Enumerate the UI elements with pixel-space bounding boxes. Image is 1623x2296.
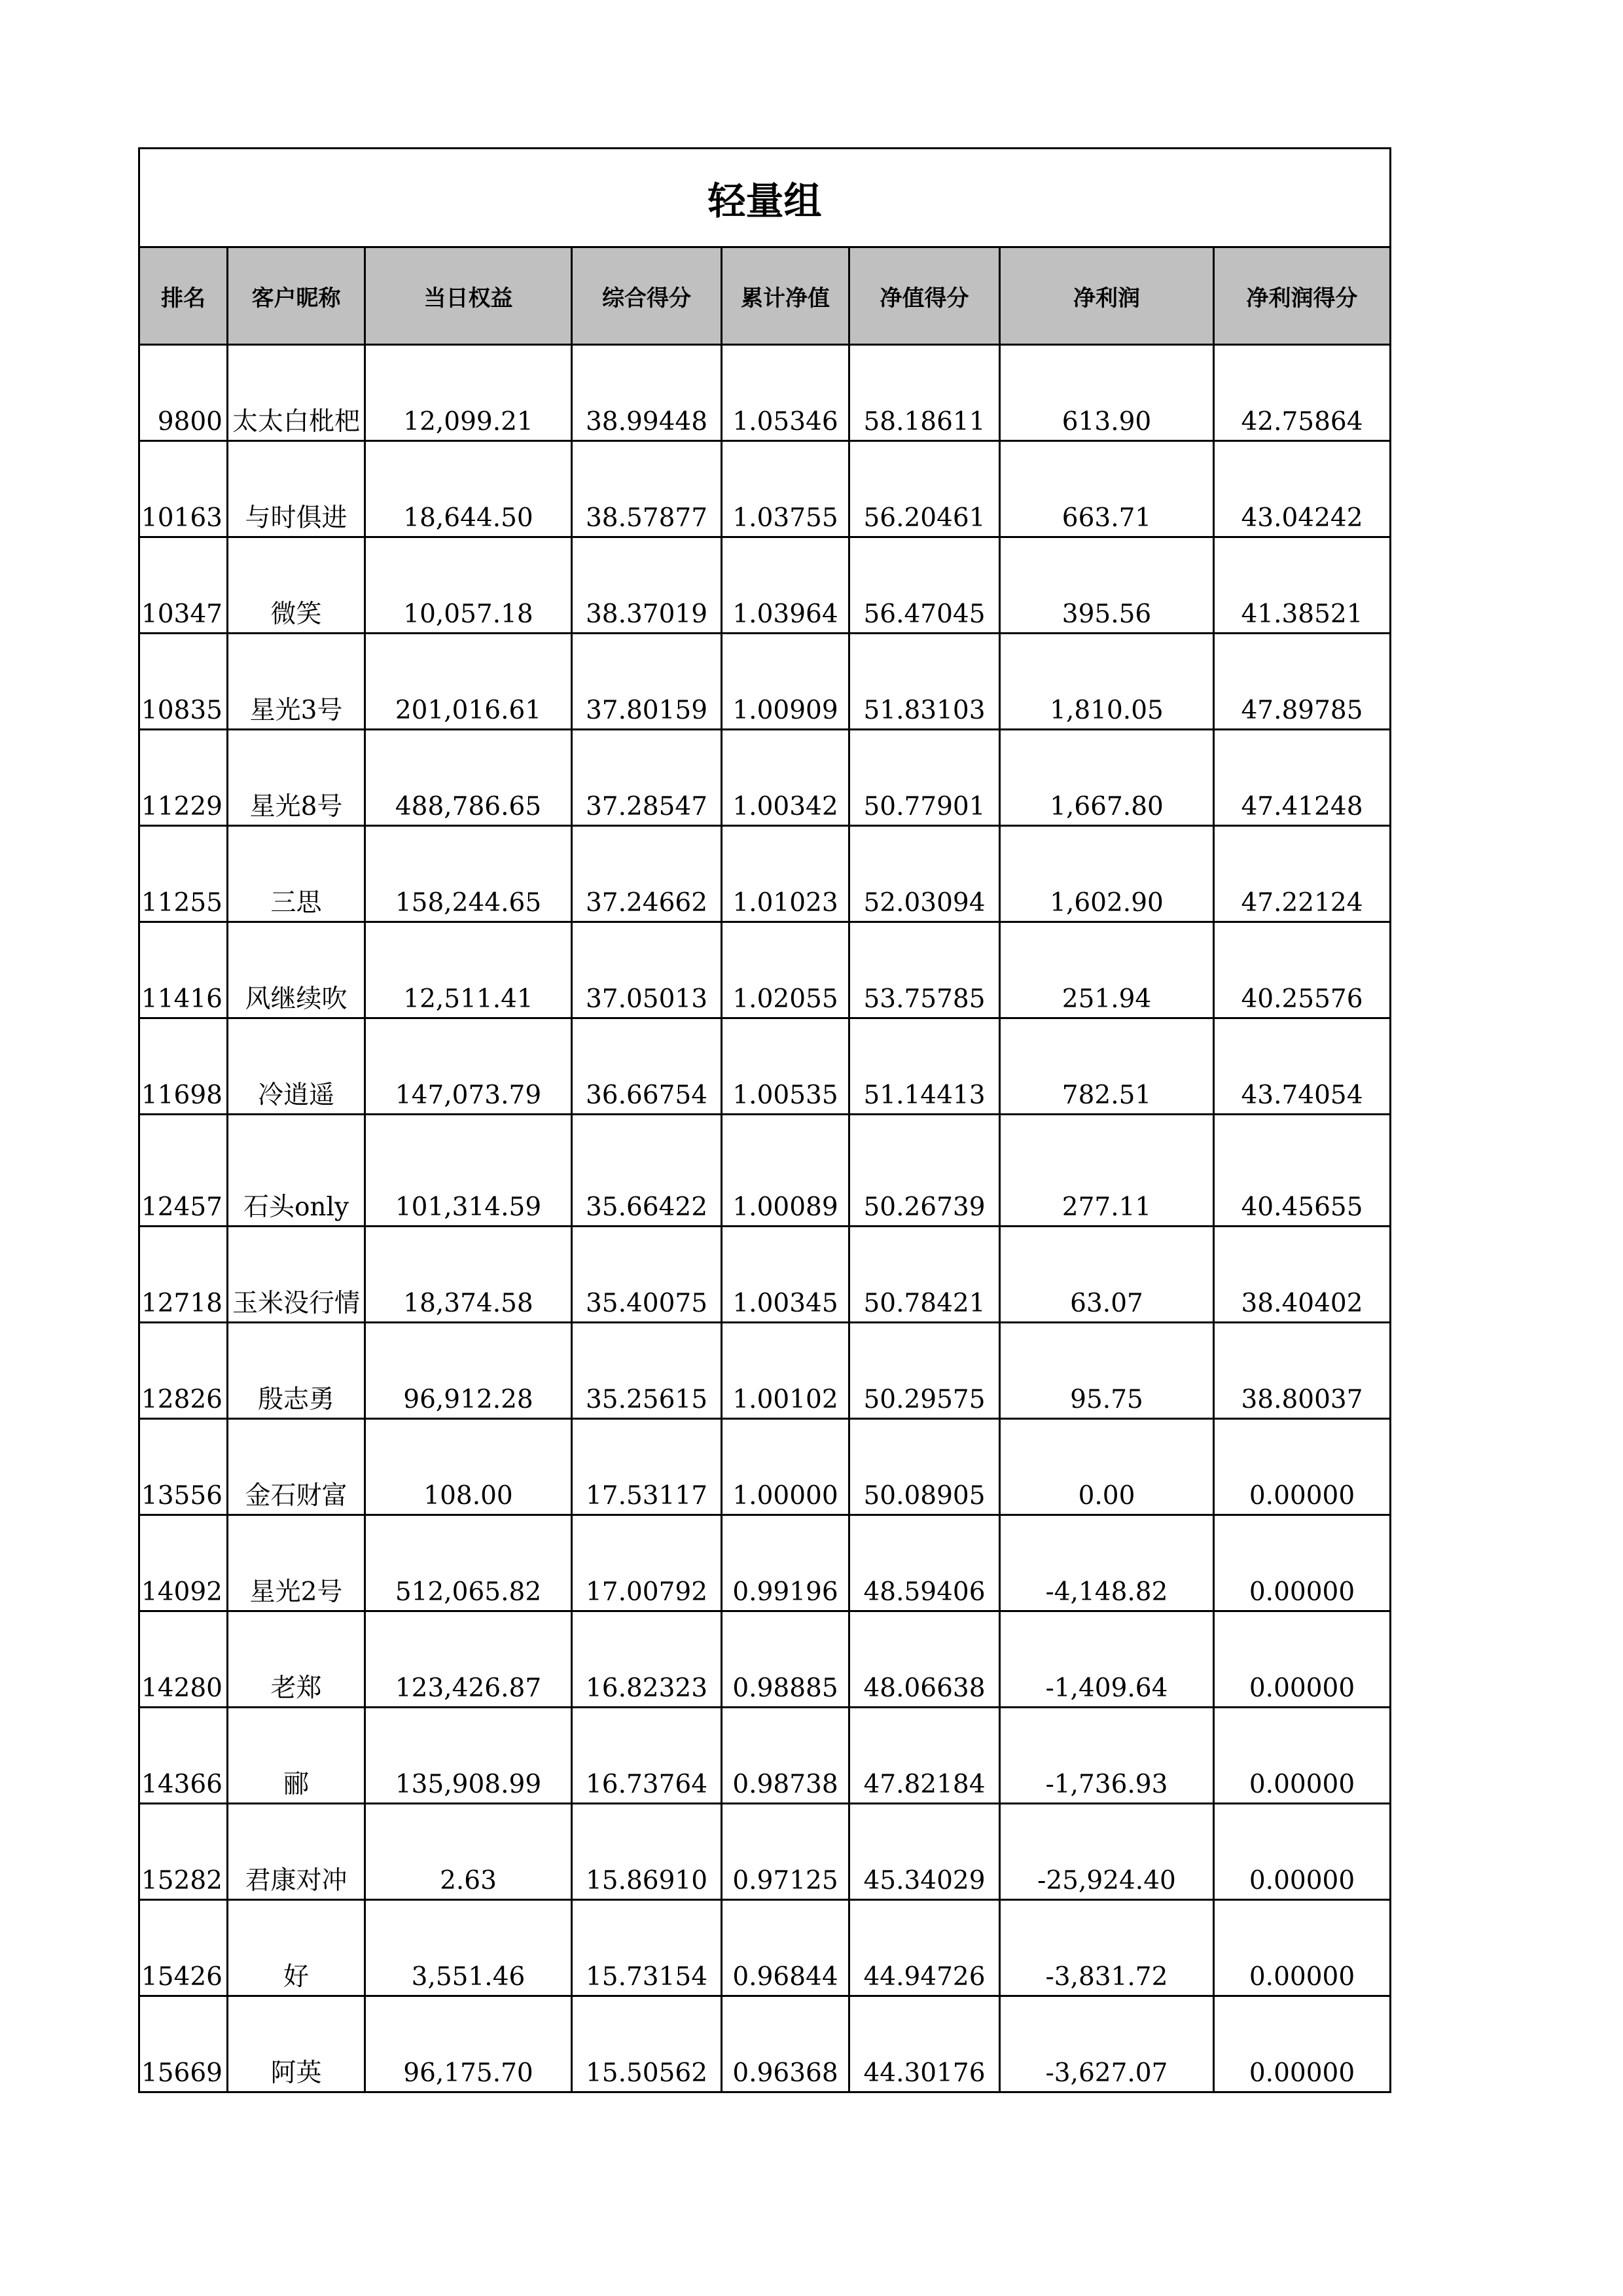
table-row: [139, 826, 1391, 922]
customer-name-cell: 冷逍遥: [228, 1018, 365, 1115]
header-cumulative-nav: 累计净值: [722, 247, 849, 345]
net-profit-score-cell: 0.00000: [1214, 1804, 1391, 1900]
cumulative-nav-cell: 1.05346: [722, 345, 849, 441]
customer-name-cell: 星光2号: [228, 1515, 365, 1611]
customer-name-cell: 金石财富: [228, 1419, 365, 1515]
customer-name-cell: 阿英: [228, 1996, 365, 2092]
daily-equity-cell: 10,057.18: [365, 537, 572, 634]
customer-name-cell: 风继续吹: [228, 922, 365, 1018]
net-profit-cell: -1,736.93: [1000, 1708, 1214, 1804]
rank-cell: 11255: [139, 826, 228, 922]
composite-score-cell: 17.53117: [572, 1419, 722, 1515]
net-profit-score-cell: 38.40402: [1214, 1227, 1391, 1323]
rank-cell: 9800: [139, 345, 228, 441]
net-profit-score-cell: 43.04242: [1214, 441, 1391, 537]
nav-score-cell: 51.14413: [849, 1018, 1000, 1115]
composite-score-cell: 38.57877: [572, 441, 722, 537]
net-profit-cell: 1,810.05: [1000, 634, 1214, 730]
customer-name-cell: 微笑: [228, 537, 365, 634]
composite-score-cell: 15.86910: [572, 1804, 722, 1900]
rank-cell: 10163: [139, 441, 228, 537]
header-net-profit-score: 净利润得分: [1214, 247, 1391, 345]
rank-cell: 11229: [139, 730, 228, 826]
composite-score-cell: 17.00792: [572, 1515, 722, 1611]
customer-name-cell: 玉米没行情: [228, 1227, 365, 1323]
nav-score-cell: 44.94726: [849, 1900, 1000, 1996]
daily-equity-cell: 201,016.61: [365, 634, 572, 730]
customer-name-cell: 石头only: [228, 1115, 365, 1227]
daily-equity-cell: 135,908.99: [365, 1708, 572, 1804]
table-row: [139, 1708, 1391, 1804]
net-profit-cell: 1,667.80: [1000, 730, 1214, 826]
nav-score-cell: 50.08905: [849, 1419, 1000, 1515]
nav-score-cell: 48.06638: [849, 1611, 1000, 1708]
net-profit-cell: 95.75: [1000, 1323, 1214, 1419]
net-profit-score-cell: 0.00000: [1214, 1419, 1391, 1515]
customer-name-cell: 好: [228, 1900, 365, 1996]
daily-equity-cell: 2.63: [365, 1804, 572, 1900]
table-row: [139, 1900, 1391, 1996]
composite-score-cell: 35.66422: [572, 1115, 722, 1227]
rank-cell: 11698: [139, 1018, 228, 1115]
table-row: [139, 1515, 1391, 1611]
table-row: [139, 345, 1391, 441]
nav-score-cell: 56.20461: [849, 441, 1000, 537]
net-profit-score-cell: 0.00000: [1214, 1708, 1391, 1804]
composite-score-cell: 16.73764: [572, 1708, 722, 1804]
nav-score-cell: 58.18611: [849, 345, 1000, 441]
nav-score-cell: 48.59406: [849, 1515, 1000, 1611]
net-profit-score-cell: 0.00000: [1214, 1611, 1391, 1708]
table-row: [139, 1996, 1391, 2092]
net-profit-cell: 395.56: [1000, 537, 1214, 634]
header-row: [139, 247, 1391, 345]
composite-score-cell: 37.24662: [572, 826, 722, 922]
net-profit-score-cell: 38.80037: [1214, 1323, 1391, 1419]
cumulative-nav-cell: 0.99196: [722, 1515, 849, 1611]
net-profit-cell: -1,409.64: [1000, 1611, 1214, 1708]
rank-cell: 14280: [139, 1611, 228, 1708]
cumulative-nav-cell: 1.03964: [722, 537, 849, 634]
nav-score-cell: 52.03094: [849, 826, 1000, 922]
table-body: [139, 345, 1391, 2092]
net-profit-cell: 63.07: [1000, 1227, 1214, 1323]
table-row: [139, 634, 1391, 730]
table-row: [139, 1227, 1391, 1323]
nav-score-cell: 50.29575: [849, 1323, 1000, 1419]
daily-equity-cell: 108.00: [365, 1419, 572, 1515]
net-profit-cell: -3,627.07: [1000, 1996, 1214, 2092]
net-profit-cell: -25,924.40: [1000, 1804, 1214, 1900]
rank-cell: 12826: [139, 1323, 228, 1419]
cumulative-nav-cell: 1.00089: [722, 1115, 849, 1227]
rank-cell: 10835: [139, 634, 228, 730]
cumulative-nav-cell: 0.96368: [722, 1996, 849, 2092]
composite-score-cell: 35.40075: [572, 1227, 722, 1323]
cumulative-nav-cell: 1.00102: [722, 1323, 849, 1419]
title-row: [139, 149, 1391, 247]
net-profit-score-cell: 47.89785: [1214, 634, 1391, 730]
composite-score-cell: 37.28547: [572, 730, 722, 826]
rank-cell: 14092: [139, 1515, 228, 1611]
rank-cell: 12457: [139, 1115, 228, 1227]
daily-equity-cell: 3,551.46: [365, 1900, 572, 1996]
cumulative-nav-cell: 1.00909: [722, 634, 849, 730]
table-row: [139, 537, 1391, 634]
cumulative-nav-cell: 0.96844: [722, 1900, 849, 1996]
cumulative-nav-cell: 1.00000: [722, 1419, 849, 1515]
table-row: [139, 730, 1391, 826]
customer-name-cell: 三思: [228, 826, 365, 922]
table-row: [139, 1323, 1391, 1419]
cumulative-nav-cell: 1.01023: [722, 826, 849, 922]
customer-name-cell: 太太白枇杷: [228, 345, 365, 441]
net-profit-cell: 277.11: [1000, 1115, 1214, 1227]
table-row: [139, 1804, 1391, 1900]
composite-score-cell: 16.82323: [572, 1611, 722, 1708]
rank-cell: 15669: [139, 1996, 228, 2092]
header-rank: 排名: [139, 247, 228, 345]
header-net-profit: 净利润: [1000, 247, 1214, 345]
nav-score-cell: 44.30176: [849, 1996, 1000, 2092]
cumulative-nav-cell: 0.98738: [722, 1708, 849, 1804]
cumulative-nav-cell: 1.00345: [722, 1227, 849, 1323]
composite-score-cell: 38.99448: [572, 345, 722, 441]
customer-name-cell: 与时俱进: [228, 441, 365, 537]
net-profit-score-cell: 41.38521: [1214, 537, 1391, 634]
daily-equity-cell: 12,099.21: [365, 345, 572, 441]
net-profit-cell: 251.94: [1000, 922, 1214, 1018]
composite-score-cell: 35.25615: [572, 1323, 722, 1419]
net-profit-score-cell: 0.00000: [1214, 1515, 1391, 1611]
table-row: [139, 1115, 1391, 1227]
rank-cell: 13556: [139, 1419, 228, 1515]
net-profit-score-cell: 47.22124: [1214, 826, 1391, 922]
daily-equity-cell: 512,065.82: [365, 1515, 572, 1611]
ranking-table: [138, 147, 1391, 2093]
daily-equity-cell: 488,786.65: [365, 730, 572, 826]
rank-cell: 15426: [139, 1900, 228, 1996]
composite-score-cell: 15.73154: [572, 1900, 722, 1996]
customer-name-cell: 星光3号: [228, 634, 365, 730]
net-profit-score-cell: 40.25576: [1214, 922, 1391, 1018]
nav-score-cell: 56.47045: [849, 537, 1000, 634]
table-row: [139, 1611, 1391, 1708]
table-row: [139, 441, 1391, 537]
nav-score-cell: 47.82184: [849, 1708, 1000, 1804]
daily-equity-cell: 18,374.58: [365, 1227, 572, 1323]
net-profit-cell: 613.90: [1000, 345, 1214, 441]
cumulative-nav-cell: 1.02055: [722, 922, 849, 1018]
rank-cell: 10347: [139, 537, 228, 634]
net-profit-score-cell: 43.74054: [1214, 1018, 1391, 1115]
net-profit-score-cell: 47.41248: [1214, 730, 1391, 826]
composite-score-cell: 38.37019: [572, 537, 722, 634]
nav-score-cell: 53.75785: [849, 922, 1000, 1018]
daily-equity-cell: 96,912.28: [365, 1323, 572, 1419]
cumulative-nav-cell: 0.97125: [722, 1804, 849, 1900]
nav-score-cell: 45.34029: [849, 1804, 1000, 1900]
rank-cell: 12718: [139, 1227, 228, 1323]
daily-equity-cell: 96,175.70: [365, 1996, 572, 2092]
composite-score-cell: 37.80159: [572, 634, 722, 730]
customer-name-cell: 星光8号: [228, 730, 365, 826]
header-customer-nickname: 客户昵称: [228, 247, 365, 345]
cumulative-nav-cell: 0.98885: [722, 1611, 849, 1708]
net-profit-score-cell: 42.75864: [1214, 345, 1391, 441]
composite-score-cell: 36.66754: [572, 1018, 722, 1115]
header-nav-score: 净值得分: [849, 247, 1000, 345]
nav-score-cell: 50.77901: [849, 730, 1000, 826]
customer-name-cell: 郦: [228, 1708, 365, 1804]
daily-equity-cell: 147,073.79: [365, 1018, 572, 1115]
table-row: [139, 922, 1391, 1018]
customer-name-cell: 君康对冲: [228, 1804, 365, 1900]
net-profit-cell: -3,831.72: [1000, 1900, 1214, 1996]
nav-score-cell: 50.26739: [849, 1115, 1000, 1227]
net-profit-score-cell: 0.00000: [1214, 1996, 1391, 2092]
table-row: [139, 1419, 1391, 1515]
header-daily-equity: 当日权益: [365, 247, 572, 345]
table-row: [139, 1018, 1391, 1115]
daily-equity-cell: 101,314.59: [365, 1115, 572, 1227]
net-profit-cell: 663.71: [1000, 441, 1214, 537]
net-profit-cell: 1,602.90: [1000, 826, 1214, 922]
table-title: 轻量组: [139, 149, 1391, 247]
net-profit-score-cell: 40.45655: [1214, 1115, 1391, 1227]
daily-equity-cell: 158,244.65: [365, 826, 572, 922]
rank-cell: 11416: [139, 922, 228, 1018]
daily-equity-cell: 12,511.41: [365, 922, 572, 1018]
customer-name-cell: 老郑: [228, 1611, 365, 1708]
rank-cell: 15282: [139, 1804, 228, 1900]
header-composite-score: 综合得分: [572, 247, 722, 345]
net-profit-cell: 782.51: [1000, 1018, 1214, 1115]
net-profit-cell: 0.00: [1000, 1419, 1214, 1515]
cumulative-nav-cell: 1.00342: [722, 730, 849, 826]
net-profit-score-cell: 0.00000: [1214, 1900, 1391, 1996]
customer-name-cell: 殷志勇: [228, 1323, 365, 1419]
cumulative-nav-cell: 1.00535: [722, 1018, 849, 1115]
net-profit-cell: -4,148.82: [1000, 1515, 1214, 1611]
rank-cell: 14366: [139, 1708, 228, 1804]
composite-score-cell: 37.05013: [572, 922, 722, 1018]
composite-score-cell: 15.50562: [572, 1996, 722, 2092]
cumulative-nav-cell: 1.03755: [722, 441, 849, 537]
daily-equity-cell: 18,644.50: [365, 441, 572, 537]
nav-score-cell: 50.78421: [849, 1227, 1000, 1323]
daily-equity-cell: 123,426.87: [365, 1611, 572, 1708]
nav-score-cell: 51.83103: [849, 634, 1000, 730]
